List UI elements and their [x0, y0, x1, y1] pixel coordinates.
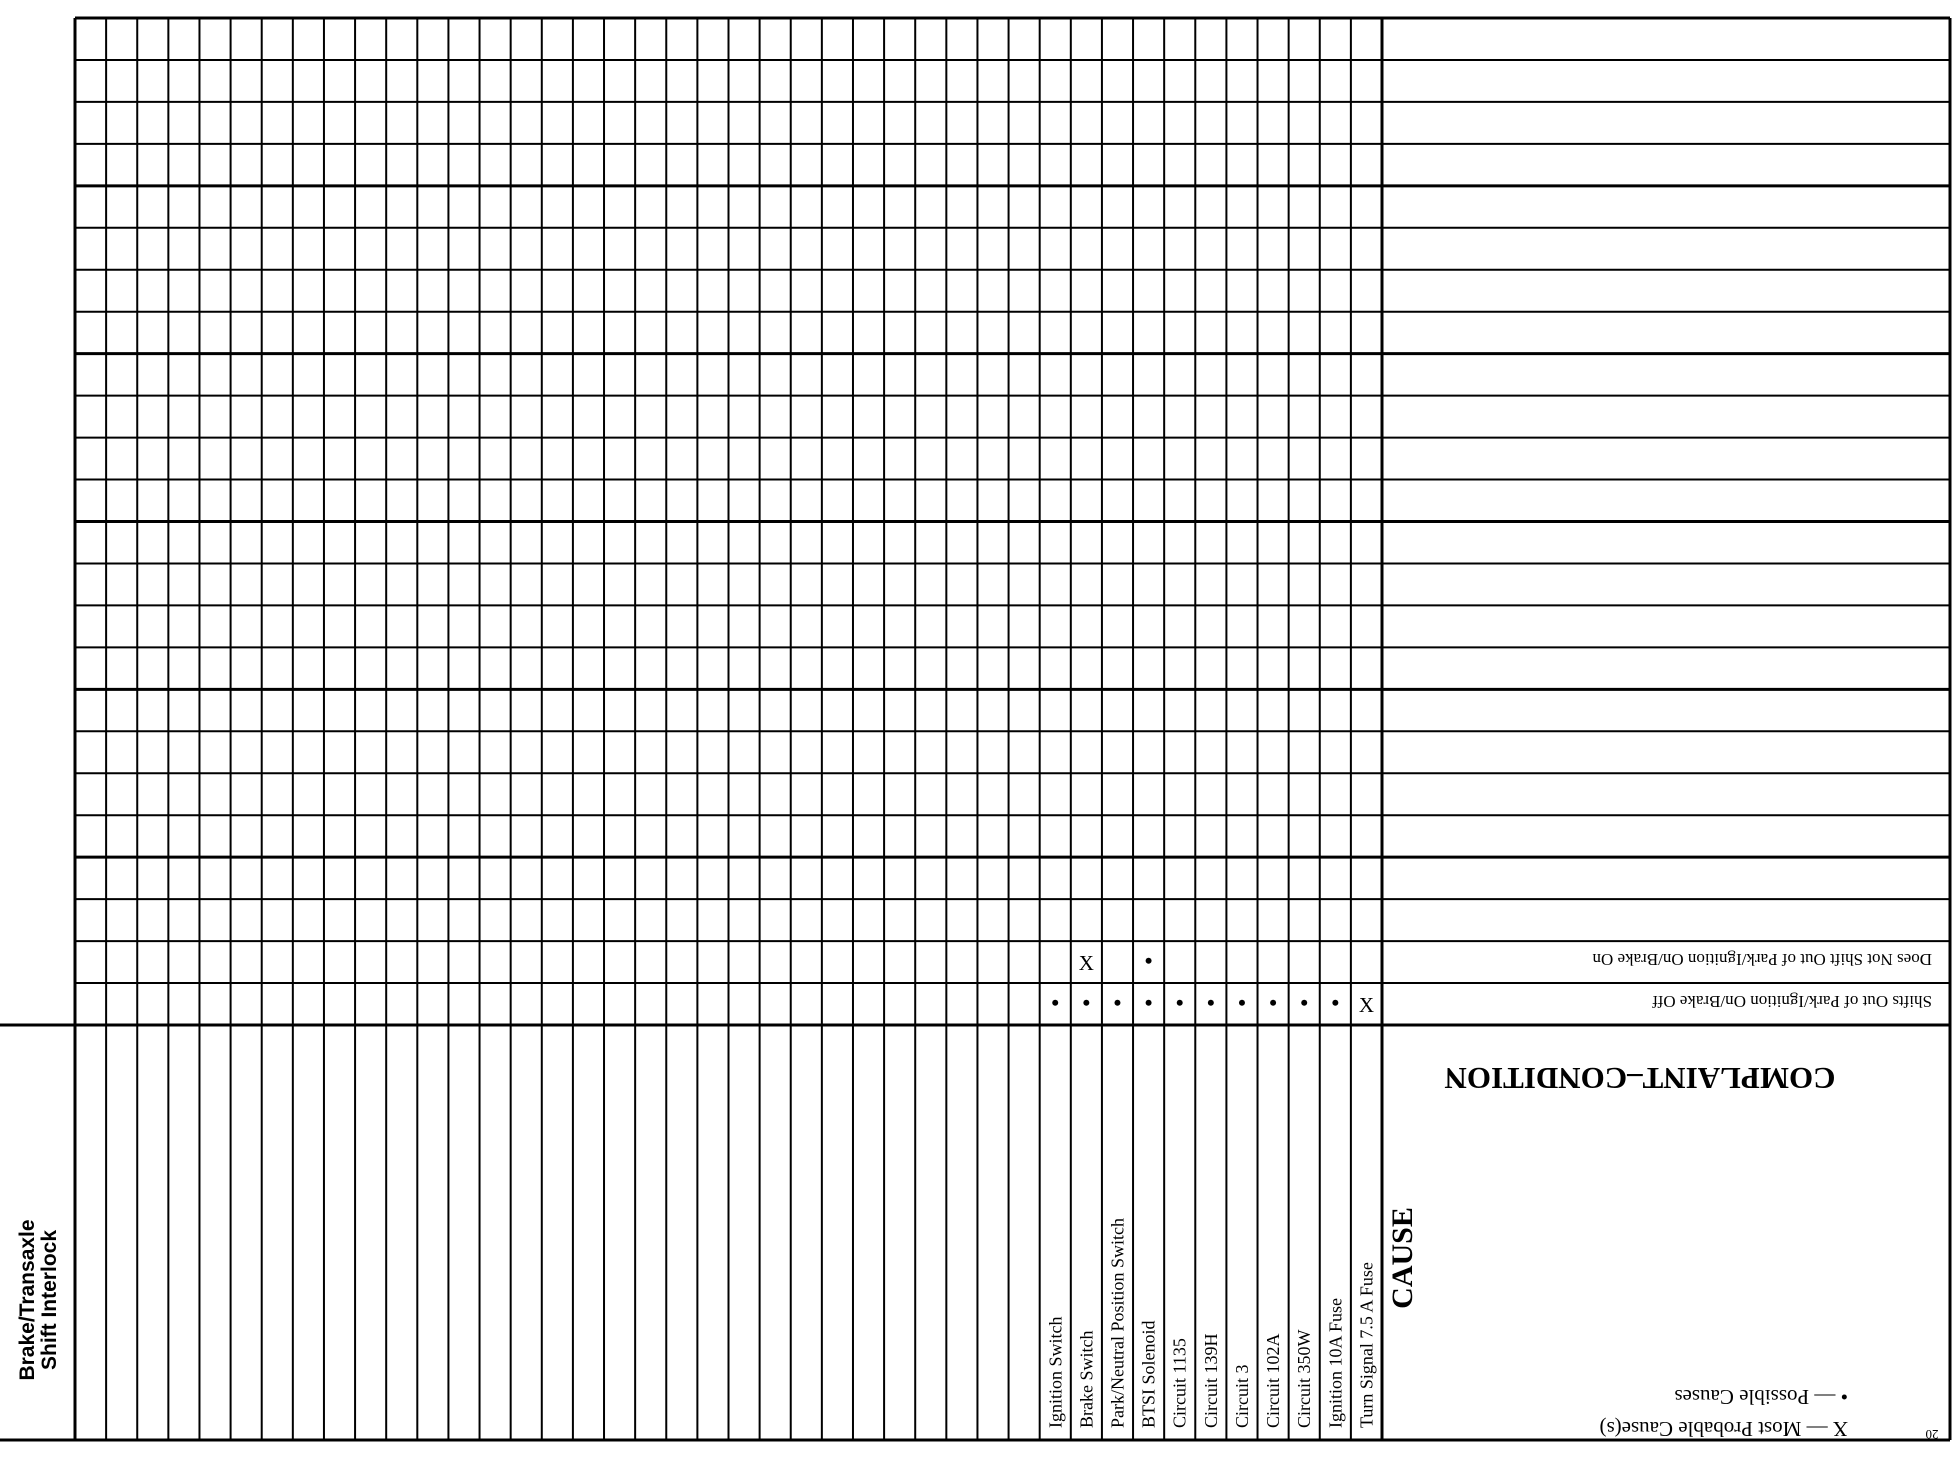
chart-title-line2: Shift Interlock	[38, 1229, 61, 1371]
complaint-condition-header: COMPLAINT–CONDITION	[1444, 1061, 1836, 1096]
possible-cause-mark: •	[1144, 948, 1153, 974]
possible-cause-mark: •	[1175, 990, 1184, 1016]
cause-label: Ignition 10A Fuse	[1325, 1297, 1346, 1428]
cause-label: BTSI Solenoid	[1138, 1320, 1159, 1428]
condition-labels	[1592, 950, 1932, 1011]
legend-most-probable: X — Most Probable Cause(s)	[1599, 1417, 1848, 1441]
cause-label: Ignition Switch	[1045, 1316, 1066, 1428]
page-number: 20	[1925, 1427, 1939, 1442]
condition-label: Shifts Out of Park/Ignition On/Brake Off	[1652, 992, 1932, 1012]
cause-label: Park/Neutral Position Switch	[1107, 1218, 1128, 1428]
cause-label: Circuit 350W	[1294, 1329, 1315, 1428]
matrix-grid	[0, 18, 1950, 1440]
possible-cause-mark: •	[1206, 990, 1215, 1016]
cause-header: CAUSE	[1386, 1207, 1419, 1309]
possible-cause-mark: •	[1269, 990, 1277, 1016]
cause-label: Circuit 139H	[1200, 1333, 1221, 1428]
cause-label: Brake Switch	[1076, 1330, 1097, 1428]
possible-cause-mark: •	[1238, 990, 1246, 1016]
most-probable-mark: X	[1078, 951, 1094, 976]
cause-label: Circuit 3	[1231, 1364, 1252, 1428]
possible-cause-mark: •	[1144, 990, 1153, 1016]
possible-cause-mark: •	[1113, 990, 1122, 1016]
possible-cause-mark: •	[1051, 990, 1060, 1016]
chart-title-line1: Brake/Transaxle	[16, 1219, 39, 1381]
possible-cause-mark: •	[1300, 990, 1309, 1016]
cause-label: Turn Signal 7.5 A Fuse	[1356, 1262, 1377, 1428]
most-probable-mark: X	[1358, 993, 1375, 1018]
condition-label: Does Not Shift Out of Park/Ignition On/Brake On	[1592, 950, 1932, 970]
cause-label: Circuit 1135	[1169, 1338, 1190, 1428]
possible-cause-mark: •	[1331, 990, 1340, 1016]
cause-label: Circuit 102A	[1263, 1333, 1284, 1428]
cause-labels	[1045, 1218, 1376, 1428]
possible-cause-mark: •	[1082, 990, 1091, 1016]
legend-possible: • — Possible Causes	[1674, 1385, 1848, 1409]
